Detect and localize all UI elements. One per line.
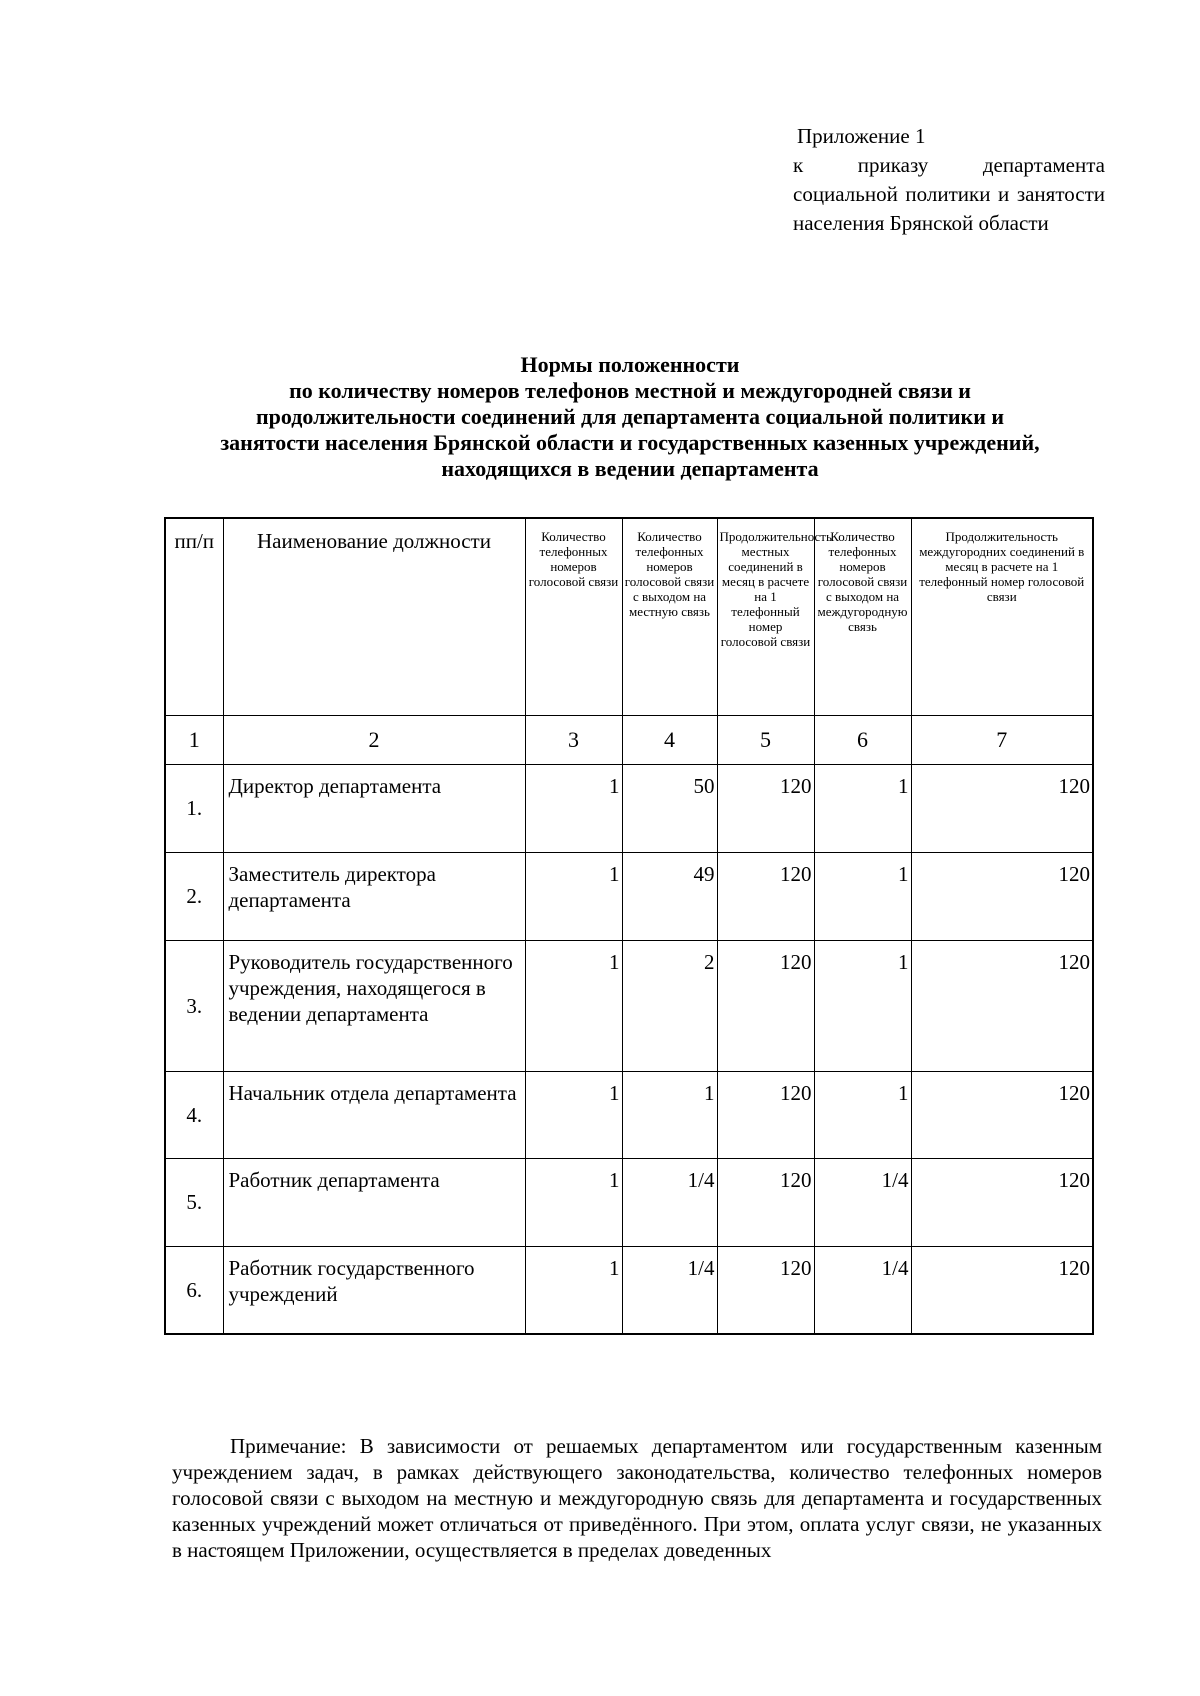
- local-numbers-cell: 1/4: [622, 1246, 717, 1334]
- table-row: [165, 1071, 1093, 1158]
- table-row: [165, 1246, 1093, 1334]
- long-distance-duration-cell: 120: [911, 1071, 1093, 1158]
- annex-title: Приложение 1: [797, 124, 926, 148]
- position-name-cell: Руководитель государственного учреждения, находящегося в ведении департамента: [223, 940, 525, 1071]
- annex-reference: к приказу департамента социальной политики и занятости населения Брянской области: [793, 153, 1105, 235]
- voice-numbers-cell: 1: [525, 852, 622, 940]
- row-number-cell: 5.: [165, 1158, 223, 1246]
- voice-numbers-cell: 1: [525, 940, 622, 1071]
- voice-numbers-cell: 1: [525, 1158, 622, 1246]
- header-long-distance-duration: Продолжительность междугородних соединений в месяц в расчете на 1 телефонный номер голосовой связи: [911, 518, 1093, 715]
- header-local-numbers: Количество телефонных номеров голосовой связи с выходом на местную связь: [622, 518, 717, 715]
- column-number: 1: [165, 715, 223, 764]
- position-name-cell: Заместитель директора департамента: [223, 852, 525, 940]
- row-number-cell: 3.: [165, 940, 223, 1071]
- column-number: 3: [525, 715, 622, 764]
- long-distance-duration-cell: 120: [911, 1158, 1093, 1246]
- header-long-distance-numbers: Количество телефонных номеров голосовой связи с выходом на междугородную связь: [814, 518, 911, 715]
- table-row: [165, 852, 1093, 940]
- local-duration-cell: 120: [717, 764, 814, 852]
- local-numbers-cell: 50: [622, 764, 717, 852]
- local-numbers-cell: 2: [622, 940, 717, 1071]
- row-number-cell: 6.: [165, 1246, 223, 1334]
- local-duration-cell: 120: [717, 940, 814, 1071]
- voice-numbers-cell: 1: [525, 1071, 622, 1158]
- header-voice-numbers: Количество телефонных номеров голосовой связи: [525, 518, 622, 715]
- position-name-cell: Директор департамента: [223, 764, 525, 852]
- note-text: Примечание: В зависимости от решаемых департаментом или государственным казенным учреждением задач, в рамках действующего законодательства, количество телефонных номеров голосовой связи с выходом на местную и междугородную связь для департамента и государственных казенных учреждений может отличаться от приведённого. При этом, оплата услуг связи, не указанных в настоящем Приложении, осуществляется в пределах доведенных: [172, 1434, 1102, 1562]
- title-line-4: занятости населения Брянской области и государственных казенных учреждений,: [220, 430, 1040, 455]
- column-number: 2: [223, 715, 525, 764]
- long-distance-numbers-cell: 1: [814, 764, 911, 852]
- local-duration-cell: 120: [717, 1071, 814, 1158]
- local-duration-cell: 120: [717, 852, 814, 940]
- title-line-2: по количеству номеров телефонов местной и междугородней связи и: [289, 378, 971, 403]
- row-number-cell: 1.: [165, 764, 223, 852]
- title-line-1: Нормы положенности: [520, 352, 740, 377]
- header-local-duration: Продолжительность местных соединений в месяц в расчете на 1 телефонный номер голосовой связи: [717, 518, 814, 715]
- long-distance-numbers-cell: 1: [814, 852, 911, 940]
- header-position-name: Наименование должности: [223, 518, 525, 715]
- local-duration-cell: 120: [717, 1158, 814, 1246]
- table-row: [165, 940, 1093, 1071]
- local-numbers-cell: 1/4: [622, 1158, 717, 1246]
- header-row: [165, 518, 1093, 715]
- long-distance-duration-cell: 120: [911, 1246, 1093, 1334]
- local-numbers-cell: 1: [622, 1071, 717, 1158]
- norms-table: [164, 517, 1094, 1335]
- long-distance-duration-cell: 120: [911, 940, 1093, 1071]
- long-distance-numbers-cell: 1/4: [814, 1246, 911, 1334]
- title-line-5: находящихся в ведении департамента: [441, 456, 819, 481]
- long-distance-numbers-cell: 1: [814, 1071, 911, 1158]
- position-name-cell: Начальник отдела департамента: [223, 1071, 525, 1158]
- column-number: 4: [622, 715, 717, 764]
- row-number-cell: 2.: [165, 852, 223, 940]
- long-distance-numbers-cell: 1/4: [814, 1158, 911, 1246]
- header-number: пп/п: [165, 518, 223, 715]
- note-block: [172, 1433, 1102, 1563]
- voice-numbers-cell: 1: [525, 1246, 622, 1334]
- long-distance-numbers-cell: 1: [814, 940, 911, 1071]
- column-number: 6: [814, 715, 911, 764]
- annex-block: [793, 122, 1105, 238]
- column-number: 7: [911, 715, 1093, 764]
- position-name-cell: Работник департамента: [223, 1158, 525, 1246]
- document-title: [160, 352, 1100, 482]
- local-duration-cell: 120: [717, 1246, 814, 1334]
- position-name-cell: Работник государственного учреждений: [223, 1246, 525, 1334]
- long-distance-duration-cell: 120: [911, 764, 1093, 852]
- column-number: 5: [717, 715, 814, 764]
- long-distance-duration-cell: 120: [911, 852, 1093, 940]
- local-numbers-cell: 49: [622, 852, 717, 940]
- table-row: [165, 1158, 1093, 1246]
- title-line-3: продолжительности соединений для департамента социальной политики и: [255, 404, 1005, 429]
- column-number-row: [165, 715, 1093, 764]
- voice-numbers-cell: 1: [525, 764, 622, 852]
- table-row: [165, 764, 1093, 852]
- row-number-cell: 4.: [165, 1071, 223, 1158]
